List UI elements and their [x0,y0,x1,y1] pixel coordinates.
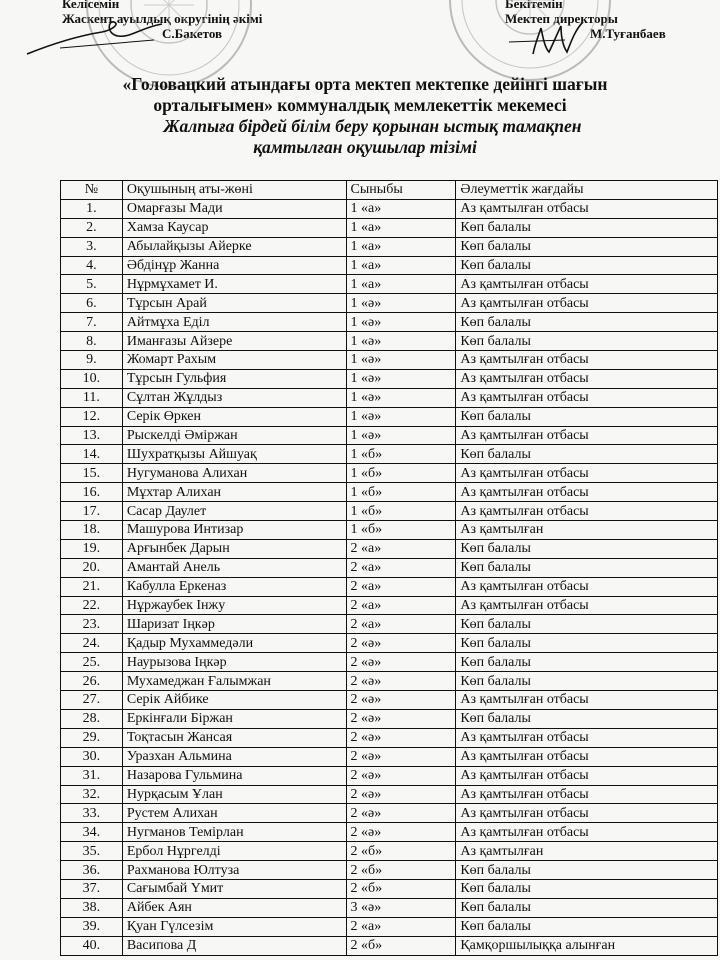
cell-class: 2 «б» [346,861,456,880]
cell-class: 1 «ә» [346,294,456,313]
cell-number: 27. [61,691,123,710]
cell-class: 2 «а» [346,558,456,577]
cell-student-name: Қадыр Мухаммедәли [122,634,346,653]
cell-number: 6. [61,294,123,313]
cell-number: 24. [61,634,123,653]
cell-number: 20. [61,558,123,577]
cell-class: 1 «б» [346,502,456,521]
cell-number: 7. [61,313,123,332]
table-row [61,332,718,351]
cell-class: 2 «ә» [346,653,456,672]
cell-number: 26. [61,672,123,691]
cell-class: 1 «ә» [346,388,456,407]
cell-number: 39. [61,917,123,936]
cell-student-name: Нұржаубек Інжу [122,596,346,615]
cell-number: 18. [61,521,123,540]
cell-number: 38. [61,898,123,917]
table-row [61,672,718,691]
cell-social-status: Аз қамтылған отбасы [456,785,718,804]
table-row [61,407,718,426]
cell-social-status: Көп балалы [456,634,718,653]
cell-number: 21. [61,577,123,596]
cell-number: 16. [61,483,123,502]
cell-class: 1 «а» [346,218,456,237]
title-line-1: «Головацкий атындағы орта мектеп мектепке дейінгі шағын [122,74,608,94]
cell-number: 15. [61,464,123,483]
cell-class: 1 «ә» [346,332,456,351]
cell-social-status: Көп балалы [456,218,718,237]
table-row [61,879,718,898]
cell-class: 2 «ә» [346,634,456,653]
table-row [61,445,718,464]
cell-number: 1. [61,199,123,218]
cell-student-name: Сұлтан Жұлдыз [122,388,346,407]
table-row [61,558,718,577]
table-row [61,539,718,558]
cell-student-name: Сағымбай Үмит [122,879,346,898]
cell-class: 2 «ә» [346,672,456,691]
cell-student-name: Нугманов Темірлан [122,823,346,842]
cell-number: 33. [61,804,123,823]
column-header-number: № [61,181,123,200]
cell-social-status: Көп балалы [456,332,718,351]
cell-student-name: Серік Өркен [122,407,346,426]
table-header-row [61,181,718,200]
cell-number: 36. [61,861,123,880]
director-position: Мектеп директоры [505,11,618,26]
cell-social-status: Аз қамтылған отбасы [456,766,718,785]
students-table [60,180,718,956]
table-row [61,766,718,785]
cell-number: 12. [61,407,123,426]
cell-social-status: Аз қамтылған отбасы [456,483,718,502]
cell-social-status: Аз қамтылған отбасы [456,823,718,842]
cell-class: 3 «ә» [346,898,456,917]
cell-class: 2 «ә» [346,747,456,766]
cell-class: 1 «б» [346,464,456,483]
table-row [61,691,718,710]
table-row [61,577,718,596]
cell-number: 17. [61,502,123,521]
cell-social-status: Көп балалы [456,313,718,332]
cell-student-name: Нұрмұхамет И. [122,275,346,294]
cell-class: 1 «ә» [346,426,456,445]
cell-student-name: Серік Айбике [122,691,346,710]
cell-number: 14. [61,445,123,464]
cell-class: 1 «б» [346,521,456,540]
cell-student-name: Ербол Нұргелді [122,842,346,861]
cell-student-name: Наурызова Іңкәр [122,653,346,672]
table-row [61,521,718,540]
cell-class: 2 «а» [346,539,456,558]
table-row [61,615,718,634]
cell-social-status: Аз қамтылған отбасы [456,351,718,370]
approved-label: Бекітемін [505,0,563,11]
cell-student-name: Мұхтар Алихан [122,483,346,502]
cell-number: 32. [61,785,123,804]
cell-student-name: Тұрсын Гульфия [122,369,346,388]
cell-student-name: Уразхан Альмина [122,747,346,766]
table-body [61,199,718,955]
cell-class: 1 «а» [346,275,456,294]
title-line-3: Жалпыға бірдей білім беру қорынан ыстық тамақпен [163,116,582,136]
cell-number: 19. [61,539,123,558]
cell-number: 3. [61,237,123,256]
cell-class: 1 «а» [346,256,456,275]
cell-number: 29. [61,728,123,747]
cell-student-name: Хамза Каусар [122,218,346,237]
cell-class: 2 «ә» [346,691,456,710]
title-line-4: қамтылған оқушылар тізімі [253,137,477,157]
cell-social-status: Көп балалы [456,237,718,256]
cell-social-status: Аз қамтылған отбасы [456,596,718,615]
cell-social-status: Қамқоршылыққа алынған [456,936,718,955]
cell-social-status: Көп балалы [456,539,718,558]
cell-number: 31. [61,766,123,785]
cell-social-status: Көп балалы [456,445,718,464]
cell-number: 34. [61,823,123,842]
cell-social-status: Көп балалы [456,861,718,880]
director-signature [505,18,590,63]
table-row [61,653,718,672]
cell-student-name: Нурқасым Ұлан [122,785,346,804]
table-row [61,351,718,370]
table-row [61,898,718,917]
cell-number: 28. [61,709,123,728]
table-row [61,709,718,728]
cell-student-name: Әбдінұр Жанна [122,256,346,275]
cell-social-status: Аз қамтылған отбасы [456,275,718,294]
cell-student-name: Шухратқызы Айшуақ [122,445,346,464]
cell-student-name: Жомарт Рахым [122,351,346,370]
cell-class: 1 «а» [346,199,456,218]
cell-student-name: Рыскелді Әміржан [122,426,346,445]
cell-social-status: Аз қамтылған отбасы [456,426,718,445]
document-title [0,74,720,158]
table-row [61,218,718,237]
table-row [61,823,718,842]
cell-student-name: Иманғазы Айзере [122,332,346,351]
cell-number: 11. [61,388,123,407]
cell-student-name: Сасар Даулет [122,502,346,521]
cell-social-status: Аз қамтылған [456,842,718,861]
akim-position: Жаскент ауылдық округінің әкімі [62,11,263,26]
cell-class: 2 «а» [346,596,456,615]
cell-student-name: Кабулла Еркеназ [122,577,346,596]
table-row [61,483,718,502]
table-row [61,199,718,218]
table-row [61,842,718,861]
table-row [61,747,718,766]
cell-number: 2. [61,218,123,237]
cell-social-status: Көп балалы [456,709,718,728]
cell-class: 2 «ә» [346,804,456,823]
akim-name: С.Бакетов [162,26,223,41]
cell-class: 2 «б» [346,936,456,955]
cell-social-status: Көп балалы [456,672,718,691]
cell-number: 10. [61,369,123,388]
cell-student-name: Мухамеджан Ғалымжан [122,672,346,691]
cell-social-status: Көп балалы [456,879,718,898]
cell-class: 2 «б» [346,842,456,861]
table-row [61,237,718,256]
cell-number: 30. [61,747,123,766]
cell-social-status: Аз қамтылған [456,521,718,540]
cell-number: 22. [61,596,123,615]
cell-class: 1 «ә» [346,369,456,388]
cell-number: 13. [61,426,123,445]
cell-class: 2 «б» [346,879,456,898]
column-header-name: Оқушының аты-жөні [122,181,346,200]
cell-student-name: Абылайқызы Айерке [122,237,346,256]
cell-social-status: Аз қамтылған отбасы [456,502,718,521]
table-row [61,426,718,445]
director-name: М.Туғанбаев [590,26,666,41]
cell-class: 1 «б» [346,445,456,464]
cell-student-name: Айбек Аян [122,898,346,917]
cell-number: 23. [61,615,123,634]
cell-class: 2 «ә» [346,766,456,785]
cell-number: 25. [61,653,123,672]
table-row [61,936,718,955]
cell-social-status: Аз қамтылған отбасы [456,388,718,407]
cell-class: 2 «а» [346,917,456,936]
cell-class: 1 «ә» [346,313,456,332]
cell-number: 4. [61,256,123,275]
cell-social-status: Көп балалы [456,407,718,426]
cell-class: 1 «б» [346,483,456,502]
table-row [61,804,718,823]
cell-number: 37. [61,879,123,898]
cell-student-name: Васипова Д [122,936,346,955]
cell-student-name: Нугуманова Алихан [122,464,346,483]
cell-social-status: Көп балалы [456,256,718,275]
cell-student-name: Омарғазы Мади [122,199,346,218]
cell-class: 2 «а» [346,615,456,634]
cell-student-name: Қуан Гүлсезім [122,917,346,936]
table-row [61,785,718,804]
table-row [61,256,718,275]
cell-class: 2 «ә» [346,823,456,842]
cell-social-status: Аз қамтылған отбасы [456,804,718,823]
cell-student-name: Айтмұха Еділ [122,313,346,332]
table-row [61,861,718,880]
cell-number: 9. [61,351,123,370]
cell-student-name: Рустем Алихан [122,804,346,823]
table-row [61,275,718,294]
cell-social-status: Көп балалы [456,615,718,634]
cell-class: 2 «ә» [346,785,456,804]
cell-student-name: Тұрсын Арай [122,294,346,313]
table-row [61,596,718,615]
cell-student-name: Тоқтасын Жансая [122,728,346,747]
cell-social-status: Аз қамтылған отбасы [456,747,718,766]
cell-social-status: Көп балалы [456,558,718,577]
cell-social-status: Аз қамтылған отбасы [456,577,718,596]
table-row [61,728,718,747]
cell-social-status: Аз қамтылған отбасы [456,464,718,483]
agreed-label: Келісемін [62,0,120,11]
table-row [61,502,718,521]
cell-student-name: Арғынбек Дарын [122,539,346,558]
table-row [61,634,718,653]
cell-social-status: Аз қамтылған отбасы [456,294,718,313]
cell-number: 35. [61,842,123,861]
cell-number: 5. [61,275,123,294]
cell-student-name: Назарова Гульмина [122,766,346,785]
table-row [61,294,718,313]
cell-class: 1 «а» [346,237,456,256]
cell-social-status: Аз қамтылған отбасы [456,199,718,218]
cell-social-status: Аз қамтылған отбасы [456,369,718,388]
cell-social-status: Көп балалы [456,898,718,917]
table-row [61,369,718,388]
cell-social-status: Аз қамтылған отбасы [456,691,718,710]
cell-class: 1 «ә» [346,351,456,370]
akim-signature [22,12,172,62]
cell-social-status: Аз қамтылған отбасы [456,728,718,747]
cell-social-status: Көп балалы [456,917,718,936]
cell-student-name: Шаризат Іңкәр [122,615,346,634]
cell-student-name: Еркінғали Біржан [122,709,346,728]
cell-number: 40. [61,936,123,955]
table-row [61,917,718,936]
column-header-social-status: Әлеуметтік жағдайы [456,181,718,200]
cell-class: 2 «ә» [346,728,456,747]
cell-student-name: Амантай Анель [122,558,346,577]
cell-class: 2 «а» [346,577,456,596]
cell-class: 1 «ә» [346,407,456,426]
cell-social-status: Көп балалы [456,653,718,672]
table-row [61,313,718,332]
table-row [61,464,718,483]
column-header-class: Сыныбы [346,181,456,200]
cell-student-name: Машурова Интизар [122,521,346,540]
title-line-2: орталығымен» коммуналдық мемлекеттік мекемесі [153,95,567,115]
cell-number: 8. [61,332,123,351]
table-row [61,388,718,407]
cell-class: 2 «ә» [346,709,456,728]
cell-student-name: Рахманова Юлтуза [122,861,346,880]
